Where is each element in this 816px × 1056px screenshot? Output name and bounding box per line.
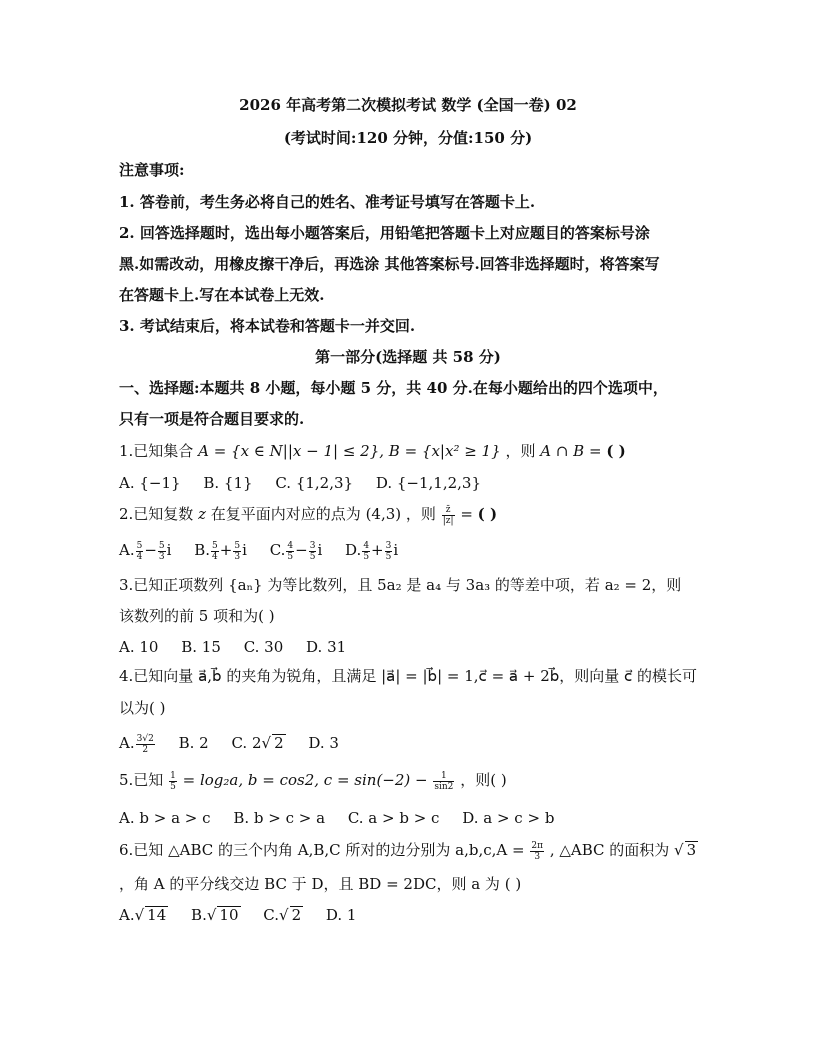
notice-heading: 注意事项:	[119, 161, 185, 179]
q2-option-a-label: A.	[119, 541, 135, 559]
q2-b-i: i	[242, 541, 247, 559]
q2-option-b-frac1	[211, 541, 219, 562]
q1-mid: ，则	[505, 442, 536, 460]
q6-options	[119, 905, 374, 925]
question-5	[119, 770, 507, 792]
q6-c-label: C.	[263, 906, 279, 924]
q4-c-radicand: 2	[274, 734, 284, 752]
q2-a-d2: 3	[158, 551, 165, 562]
q3-option-d: D. 31	[306, 638, 347, 656]
q5-f1-den: 5	[170, 781, 176, 792]
q5-f2-num: 1	[433, 771, 454, 782]
q3-options	[119, 637, 364, 657]
q4-option-c-label: C. 2	[231, 734, 262, 752]
notice-item-2-line-1: 2. 回答选择题时，选出每小题答案后，用铅笔把答题卡上对应题目的答案标号涂	[119, 224, 650, 242]
q2-c-d1: 5	[287, 551, 294, 562]
question-4-line-1: 4.已知向量 a⃗,b⃗ 的夹角为锐角，且满足 |a⃗| = |b⃗| = 1,c⃗ = a⃗ + 2b⃗，则向量 c⃗ 的模长可	[119, 667, 698, 685]
q2-a-op: −	[144, 541, 157, 559]
q2-option-d-label: D.	[345, 541, 362, 559]
q2-prefix: 2.已知复数	[119, 505, 194, 523]
q6-f-den: 3	[534, 851, 541, 862]
question-1	[119, 441, 626, 461]
q2-fraction-den: |z|	[442, 515, 454, 526]
q2-option-c	[269, 540, 327, 562]
q2-fraction-num: z̄	[442, 505, 455, 516]
q2-b-n1: 5	[212, 540, 218, 551]
q2-point: (4,3)	[365, 505, 402, 523]
q2-bracket: ( )	[477, 505, 498, 523]
q5-mid: = log₂a, b = cos2, c = sin(−2) −	[182, 771, 428, 789]
q2-b-d2: 3	[234, 551, 241, 562]
q4-options	[119, 733, 357, 755]
question-3-line-1: 3.已知正项数列 {aₙ} 为等比数列，且 5a₂ 是 a₄ 与 3a₃ 的等差中项，若 a₂ = 2，则	[119, 576, 682, 594]
q1-option-d: D. {−1,1,2,3}	[375, 474, 482, 492]
section1-line-2: 只有一项是符合题目要求的.	[119, 410, 305, 428]
notice-item-2-line-2: 黑.如需改动，用橡皮擦干净后，再选涂 其他答案标号.回答非选择题时，将答案写	[119, 255, 660, 273]
q6-option-a: A.√ 14	[119, 906, 167, 924]
q6-a-label: A.	[119, 906, 135, 924]
q6-a-radicand: 14	[147, 906, 167, 924]
q4-a-den: 2	[142, 744, 149, 755]
q5-option-c: C. a > b > c	[347, 809, 440, 827]
q2-option-b-frac2	[233, 541, 241, 562]
exam-title: 2026 年高考第二次模拟考试 数学 (全国一卷) 02	[239, 96, 577, 114]
q6-f-num: 2π	[531, 840, 544, 851]
notice-item-3: 3. 考试结束后，将本试卷和答题卡一并交回.	[119, 317, 416, 335]
q6-option-d: D. 1	[325, 906, 357, 924]
q1-math: A = {x ∈ N||x − 1| ≤ 2}, B = {x|x² ≥ 1}	[198, 442, 501, 460]
question-3-line-2: 该数列的前 5 项和为( )	[119, 607, 275, 625]
q2-d-op: +	[371, 541, 384, 559]
section1-line-1: 一、选择题:本题共 8 小题，每小题 5 分，共 40 分.在每小题给出的四个选项中，	[119, 379, 668, 397]
question-6-line-2: ，角 A 的平分线交边 BC 于 D，且 BD = 2DC，则 a 为 ( )	[119, 875, 522, 893]
q1-bracket: ( )	[606, 442, 626, 460]
q6-prefix: 6.已知 △ABC 的三个内角 A,B,C 所对的边分别为 a,b,c,A =	[119, 841, 525, 859]
q2-mid: 在复平面内对应的点为	[210, 505, 361, 523]
q2-option-a-frac2	[158, 541, 166, 562]
q2-option-c-label: C.	[269, 541, 286, 559]
q2-b-n2: 5	[234, 540, 241, 551]
part1-heading: 第一部分(选择题 共 58 分)	[315, 348, 501, 366]
question-2	[119, 504, 497, 526]
q2-b-op: +	[219, 541, 233, 559]
q5-suffix: ，则( )	[460, 771, 507, 789]
notice-item-1: 1. 答卷前，考生务必将自己的姓名、准考证号填写在答题卡上.	[119, 193, 536, 211]
exam-subtitle: (考试时间:120 分钟，分值:150 分)	[283, 129, 533, 147]
q2-mid2: ，则	[405, 505, 436, 523]
q5-f2-den: sin2	[434, 781, 454, 792]
q6-b-radicand: 10	[219, 906, 239, 924]
q4-option-b: B. 2	[178, 734, 209, 752]
q6-fraction	[530, 841, 544, 862]
q6-b-label: B.	[191, 906, 207, 924]
q2-option-a-frac1	[136, 541, 144, 562]
q6-option-c: C.√ 2	[263, 906, 302, 924]
q2-c-n1: 4	[287, 540, 294, 551]
q1-options	[119, 473, 499, 493]
q2-a-i: i	[166, 541, 172, 559]
q4-option-a-frac	[136, 734, 155, 755]
q2-option-c-frac1	[286, 541, 294, 562]
q2-d-d1: 5	[363, 551, 370, 562]
question-4-line-2: 以为( )	[119, 699, 166, 717]
q5-fraction-2	[433, 771, 454, 792]
q2-a-n2: 5	[158, 540, 165, 551]
q2-b-d1: 4	[212, 551, 218, 562]
q4-option-c: C. 2√ 2	[231, 734, 284, 752]
q2-option-d-frac1	[362, 541, 370, 562]
q1-option-c: C. {1,2,3}	[275, 474, 354, 492]
q4-option-d: D. 3	[308, 734, 339, 752]
q2-eq: =	[460, 505, 473, 523]
q2-a-d1: 4	[136, 551, 143, 562]
q2-fraction	[442, 505, 455, 526]
q2-option-d	[345, 540, 399, 562]
q2-option-b-label: B.	[194, 541, 211, 559]
notice-item-2-line-3: 在答题卡上.写在本试卷上无效.	[119, 286, 325, 304]
q5-options	[119, 808, 572, 828]
q2-c-op: −	[295, 541, 308, 559]
q2-option-d-frac2	[385, 541, 393, 562]
q5-fraction-1	[169, 771, 177, 792]
q5-prefix: 5.已知	[119, 771, 164, 789]
q2-options	[119, 540, 416, 562]
q2-d-d2: 5	[385, 551, 392, 562]
q2-c-n2: 3	[309, 540, 316, 551]
q2-option-a	[119, 540, 176, 562]
q5-f1-num: 1	[170, 770, 176, 781]
q4-a-num: 3√2	[136, 733, 154, 744]
q4-option-a-label: A.	[119, 734, 135, 752]
q2-a-n1: 5	[136, 540, 143, 551]
q5-option-d: D. a > c > b	[462, 809, 555, 827]
q1-prefix: 1.已知集合	[119, 442, 194, 460]
q3-option-b: B. 15	[181, 638, 221, 656]
q2-option-b	[194, 540, 251, 562]
q5-option-a: A. b > a > c	[119, 809, 211, 827]
q1-math2: A ∩ B =	[540, 442, 602, 460]
q6-mid: , △ABC 的面积为	[549, 841, 670, 859]
q3-option-a: A. 10	[119, 638, 159, 656]
question-6-line-1: 6.已知 △ABC 的三个内角 A,B,C 所对的边分别为 a,b,c,A = $\frac{2\pi}{3}$ , △ABC 的面积为 √ 3	[119, 840, 697, 862]
q6-option-b: B.√ 10	[191, 906, 239, 924]
q2-d-n1: 4	[363, 540, 370, 551]
q2-d-n2: 3	[385, 540, 392, 551]
q1-option-b: B. {1}	[203, 474, 253, 492]
q2-c-i: i	[317, 541, 323, 559]
q6-c-radicand: 2	[291, 906, 302, 924]
q2-option-c-frac2	[309, 541, 317, 562]
q2-var: z	[198, 505, 206, 523]
q5-option-b: B. b > c > a	[233, 809, 326, 827]
q1-option-a: A. {−1}	[119, 474, 181, 492]
q4-option-a	[119, 733, 161, 755]
q2-d-i: i	[393, 541, 399, 559]
q2-c-d2: 5	[309, 551, 316, 562]
q6-radicand: 3	[686, 841, 697, 859]
q3-option-c: C. 30	[243, 638, 284, 656]
